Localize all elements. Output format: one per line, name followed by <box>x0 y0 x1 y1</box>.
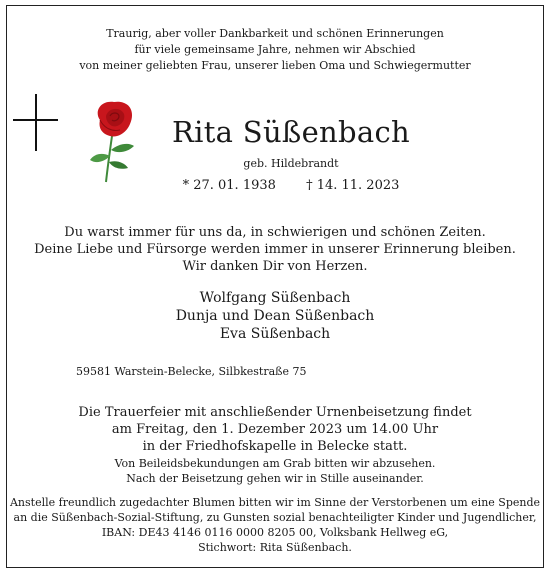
verse-line: Wir danken Dir von Herzen. <box>182 259 368 274</box>
obituary-card <box>6 5 544 568</box>
ceremony-details <box>7 404 543 455</box>
mourner-name: Wolfgang Süßenbach <box>199 290 351 306</box>
family-address: 59581 Warstein-Belecke, Silbkestraße 75 <box>76 365 307 378</box>
donation-keyword: Stichwort: Rita Süßenbach. <box>198 541 352 554</box>
mourner-name: Eva Süßenbach <box>219 326 331 342</box>
condolence-notice <box>7 456 543 486</box>
notice-line: Von Beileidsbekundungen am Grab bitten wir abzusehen. <box>114 457 436 470</box>
intro-line: Traurig, aber voller Dankbarkeit und schönen Erinnerungen <box>106 27 444 40</box>
ceremony-line: in der Friedhofskapelle in Belecke statt. <box>142 439 408 454</box>
life-dates <box>7 178 543 193</box>
ceremony-line: am Freitag, den 1. Dezember 2023 um 14.00 Uhr <box>111 422 439 437</box>
verse-line: Deine Liebe und Fürsorge werden immer in unserer Erinnerung bleiben. <box>34 242 516 257</box>
donation-request <box>7 495 543 555</box>
birth-date: * 27. 01. 1938 <box>182 178 276 193</box>
notice-line: Nach der Beisetzung gehen wir in Stille auseinander. <box>126 472 424 485</box>
donation-line: an die Süßenbach-Sozial-Stiftung, zu Gunsten sozial benachteiligter Kinder und Jugendlicher, <box>13 511 537 524</box>
intro-text <box>7 26 543 74</box>
death-date: † 14. 11. 2023 <box>306 178 400 193</box>
intro-line: von meiner geliebten Frau, unserer lieben Oma und Schwiegermutter <box>79 59 471 72</box>
memorial-verse <box>7 224 543 275</box>
donation-line: Anstelle freundlich zugedachter Blumen bitten wir im Sinne der Verstorbenen um eine Spende <box>9 496 541 509</box>
mourner-name: Dunja und Dean Süßenbach <box>175 308 375 324</box>
mourners-list <box>7 289 543 343</box>
verse-line: Du warst immer für uns da, in schwierigen und schönen Zeiten. <box>64 225 486 240</box>
donation-iban: IBAN: DE43 4146 0116 0000 8205 00, Volksbank Hellweg eG, <box>101 526 449 539</box>
maiden-name: geb. Hildebrandt <box>243 157 339 170</box>
ceremony-line: Die Trauerfeier mit anschließender Urnenbeisetzung findet <box>78 405 472 420</box>
deceased-name: Rita Süßenbach <box>172 115 410 149</box>
intro-line: für viele gemeinsame Jahre, nehmen wir Abschied <box>134 43 416 56</box>
